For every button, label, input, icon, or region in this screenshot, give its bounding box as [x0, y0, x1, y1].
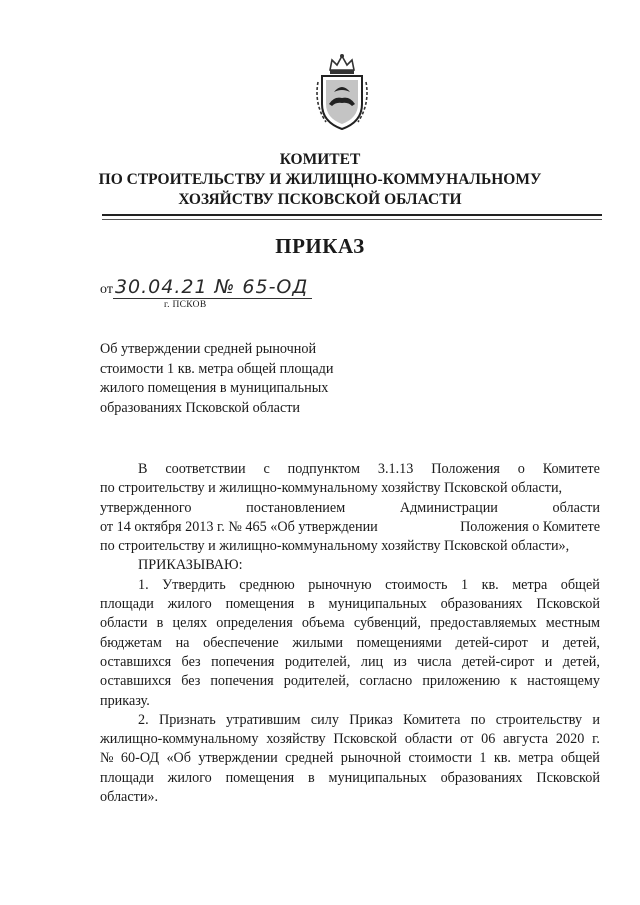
body-word: области — [404, 731, 453, 748]
body-word: и — [544, 653, 553, 670]
body-word: общей — [560, 576, 600, 593]
body-word: образованиях — [440, 596, 523, 613]
body-word: Псковской — [536, 769, 600, 786]
body-line: области». — [100, 789, 159, 806]
body-word: в — [156, 615, 164, 632]
body-word: жилищно-коммунальному — [100, 731, 259, 748]
committee-header-line1: КОМИТЕТ — [279, 151, 361, 168]
body-word: 1 — [479, 750, 487, 767]
body-word: 06 — [481, 731, 496, 748]
body-word: помещения — [225, 769, 295, 786]
body-word: лиц — [360, 653, 384, 670]
body-word: г. — [592, 731, 600, 748]
body-word: августа — [503, 731, 549, 748]
date-prefix: от — [100, 282, 113, 297]
body-word: родителей, — [284, 653, 351, 670]
body-line: приказу. — [100, 692, 150, 709]
body-word: от — [460, 731, 474, 748]
body-line: по строительству и жилищно-коммунальному хозяйству Псковской области», — [100, 538, 570, 555]
body-word: субвенций, — [353, 615, 421, 632]
body-word: площади — [100, 769, 154, 786]
body-word: 2. — [138, 711, 149, 728]
body-word: помещениями — [356, 634, 442, 651]
body-word: оставшихся — [100, 653, 172, 670]
body-line — [100, 711, 600, 730]
body-word: Псковской — [333, 731, 397, 748]
body-word: целях — [172, 615, 208, 632]
body-word: Комитета — [403, 711, 461, 728]
subject-line: Об утверждении средней рыночной — [100, 341, 317, 357]
body-word: области — [552, 499, 600, 516]
body-word: Признать — [158, 711, 216, 728]
body-line — [100, 730, 600, 749]
body-word: определения — [216, 615, 293, 632]
body-word: без — [181, 653, 201, 670]
body-word: Приказ — [349, 711, 393, 728]
body-line: ПРИКАЗЫВАЮ: — [138, 557, 243, 574]
coat-of-arms-icon — [312, 52, 372, 132]
body-word: числа — [417, 653, 452, 670]
body-word: кв. — [493, 750, 511, 767]
body-word: от 14 октября 2013 г. № 465 «Об утверждении — [100, 518, 378, 535]
body-word: настоящему — [527, 673, 600, 690]
body-word: 3.1.13 — [377, 461, 414, 477]
body-word: жилого — [167, 769, 212, 786]
body-word: стоимости — [408, 750, 472, 767]
body-word: из — [393, 653, 407, 670]
body-word: объема — [301, 615, 345, 632]
body-word: кв. — [481, 576, 499, 593]
body-word: Комитете — [542, 461, 600, 477]
body-word: попечения — [211, 653, 275, 670]
body-word: 60-ОД — [120, 750, 160, 767]
committee-header-line3: ХОЗЯЙСТВУ ПСКОВСКОЙ ОБЛАСТИ — [178, 191, 462, 208]
body-word: согласно — [359, 673, 413, 690]
body-word: и — [592, 711, 600, 728]
body-word: родителей, — [283, 673, 350, 690]
body-word: постановлением — [246, 499, 346, 516]
body-word: о — [517, 461, 525, 477]
body-word: жилыми — [292, 634, 343, 651]
body-word: силу — [310, 711, 339, 728]
body-word: Утвердить — [162, 576, 226, 593]
body-line — [100, 518, 600, 537]
subject-line: стоимости 1 кв. метра общей площади — [100, 360, 334, 377]
body-word: помещения — [225, 596, 295, 613]
body-word: утверждении — [198, 750, 278, 767]
body-word: Положения о Комитете — [460, 518, 600, 535]
body-word: в — [308, 596, 315, 613]
body-word: местным — [545, 615, 600, 632]
order-subject — [100, 340, 360, 418]
body-word: жилого — [167, 596, 212, 613]
subject-line: образованиях Псковской области — [100, 399, 301, 416]
body-word: детей, — [562, 653, 600, 670]
body-word: области — [100, 615, 148, 632]
body-word: обеспечение — [203, 634, 279, 651]
body-word: 2020 — [555, 731, 585, 748]
body-word: 1 — [460, 576, 469, 593]
body-word: В — [138, 461, 148, 477]
body-word: муниципальных — [328, 769, 427, 786]
document-type-title: ПРИКАЗ — [275, 234, 365, 258]
subject-line: жилого помещения в муниципальных — [100, 380, 329, 396]
body-line — [100, 672, 600, 691]
body-word: 1. — [138, 576, 149, 593]
body-word: муниципальных — [328, 596, 427, 613]
body-word: с — [263, 461, 270, 477]
body-word: и — [541, 634, 550, 651]
body-word: в — [308, 769, 315, 786]
body-line — [100, 653, 600, 672]
body-word: к — [510, 673, 518, 690]
header-divider — [102, 214, 602, 216]
body-word: соответствии — [165, 461, 246, 477]
handwritten-date-number: 30.04.21 № 65-ОД — [113, 276, 312, 299]
body-word: Положения — [431, 461, 500, 477]
body-word: Администрации — [399, 499, 498, 516]
body-word: средней — [285, 750, 334, 767]
body-word: № — [100, 750, 114, 767]
body-line — [100, 576, 600, 595]
body-word: рыночной — [340, 750, 402, 767]
body-word: предоставляемых — [430, 615, 537, 632]
body-line: по строительству и жилищно-коммунальному хозяйству Псковской области, — [100, 480, 563, 497]
date-number-line — [100, 276, 312, 298]
committee-header — [0, 150, 640, 210]
body-line — [100, 499, 600, 518]
body-word: метра — [518, 750, 554, 767]
body-line — [100, 595, 600, 614]
body-word: строительству — [495, 711, 583, 728]
body-word: площади — [100, 596, 154, 613]
body-word: «Об — [166, 750, 191, 767]
body-word: детей-сирот — [455, 634, 528, 651]
body-word: хозяйству — [266, 731, 326, 748]
body-line — [100, 460, 600, 479]
body-word: общей — [560, 750, 600, 767]
body-word: попечения — [210, 673, 274, 690]
body-word: утратившим — [226, 711, 301, 728]
body-word: детей-сирот — [461, 653, 535, 670]
body-line — [100, 634, 600, 653]
committee-header-line2: ПО СТРОИТЕЛЬСТВУ И ЖИЛИЩНО-КОММУНАЛЬНОМУ — [98, 171, 542, 188]
body-word: рыночную — [308, 576, 372, 593]
body-word: детей, — [562, 634, 600, 651]
body-word: без — [181, 673, 201, 690]
body-word: Псковской — [536, 596, 600, 613]
header-divider-thin — [102, 219, 602, 220]
body-line — [100, 614, 600, 633]
body-line — [100, 769, 600, 788]
body-word: образованиях — [440, 769, 523, 786]
body-word: подпунктом — [287, 461, 360, 477]
body-word: приложению — [422, 673, 501, 690]
body-word: утвержденного — [100, 499, 192, 516]
body-word: по — [470, 711, 486, 728]
body-line — [100, 749, 600, 768]
body-word: на — [175, 634, 190, 651]
body-word: метра — [512, 576, 548, 593]
body-word: оставшихся — [100, 673, 172, 690]
body-word: среднюю — [239, 576, 295, 593]
order-body — [100, 460, 600, 807]
city-label: г. ПСКОВ — [164, 300, 207, 310]
body-word: стоимость — [385, 576, 448, 593]
body-word: бюджетам — [100, 634, 162, 651]
